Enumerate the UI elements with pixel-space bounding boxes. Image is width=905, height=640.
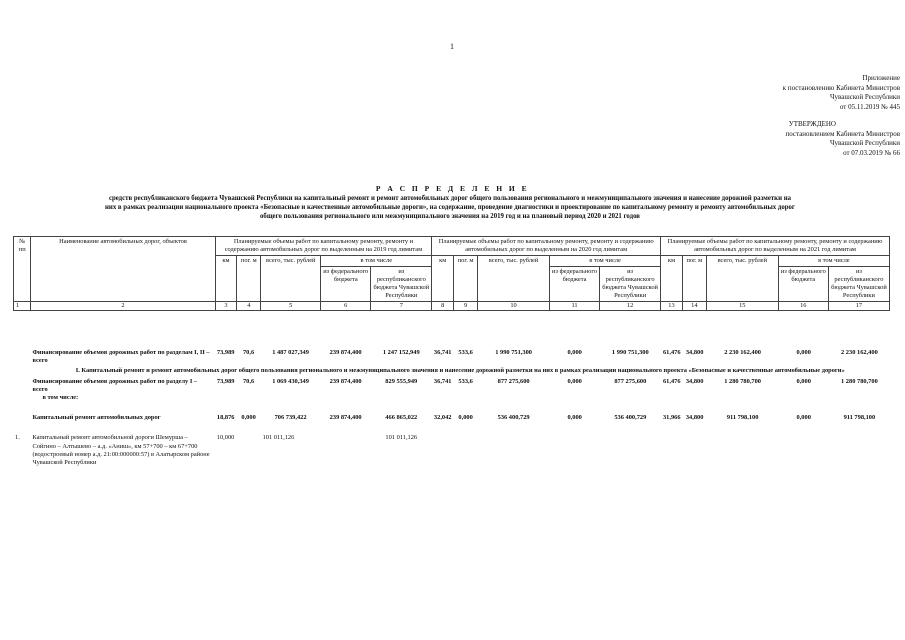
row-name: Финансирование объемов дорожных работ по разделам I, II – всего: [32, 349, 210, 365]
header-group-2020: Планируемые объемы работ по капитальному ремонту, ремонту и содержанию автомобильных дорог по выделенным на 2020 год лимитам: [432, 237, 661, 256]
cell: 34,800: [685, 377, 704, 385]
subtitle-line: них в рамках реализации национального проекта «Безопасные и качественные автомобильные дороги», на содержание, проведение диагностики и проектирование по капитальному ремонту и ремонту автомобильных дорог: [104, 204, 795, 211]
column-number: 17: [828, 302, 889, 311]
appendix-line: к постановлению Кабинета Министров: [782, 83, 900, 92]
cell: 533,6: [458, 349, 473, 356]
cell: 0,000: [241, 414, 256, 422]
header-rep: из республиканского бюджета Чувашской Республики: [600, 267, 661, 302]
cell: 1 990 751,300: [495, 349, 532, 356]
header-incl: в том числе: [549, 256, 660, 267]
row-name: Капитальный ремонт автомобильных дорог: [32, 414, 161, 422]
appendix-line: от 05.11.2019 № 445: [839, 102, 900, 111]
header-no: № пп: [14, 237, 31, 302]
column-number: 11: [549, 302, 599, 311]
header-pogm: пог. м: [454, 256, 478, 302]
cell: 10,000: [216, 434, 235, 442]
cell: 1 069 430,349: [272, 377, 309, 385]
row-name: Финансирование объемов дорожных работ по разделу I – всего: [32, 377, 198, 393]
cell: 1 247 152,949: [382, 349, 420, 356]
header-incl: в том числе: [778, 256, 889, 267]
header-fed: из федерального бюджета: [778, 267, 828, 302]
cell: 0,000: [567, 414, 582, 422]
table-row-section-total: [13, 377, 890, 404]
approved-label: УТВЕРЖДЕНО: [788, 120, 836, 128]
appendix-block: [700, 74, 900, 158]
data-table: [13, 348, 890, 468]
cell: 2 230 162,400: [724, 349, 761, 356]
table-row-capital: [13, 413, 890, 423]
header-km: км: [432, 256, 454, 302]
cell: 877 275,600: [614, 377, 647, 385]
column-number: 7: [371, 302, 432, 311]
cell: 877 275,600: [497, 377, 530, 385]
header-name: Наименование автомобильных дорог, объектов: [31, 237, 215, 302]
cell: 101 011,126: [262, 434, 295, 442]
appendix-line: Приложение: [862, 74, 900, 82]
cell: 61,476: [662, 377, 681, 385]
row-name: Капитальный ремонт автомобильной дороги Шемурша – Сойгино – Алтышево – а.д. «Аниш», км 57+700 – км 67+700 (водостроевый номер а.д. 21:00:000000:57) в Алатырском районе Чувашской Республики: [32, 434, 210, 467]
cell: 536 400,729: [497, 414, 530, 422]
cell: 0,000: [796, 377, 811, 385]
cell: 0,000: [567, 377, 582, 385]
column-number: 4: [237, 302, 261, 311]
header-fed: из федерального бюджета: [549, 267, 599, 302]
approved-line: постановлением Кабинета Министров: [785, 129, 900, 138]
header-km: км: [661, 256, 683, 302]
cell: 239 874,400: [329, 414, 362, 422]
cell: 36,741: [433, 349, 452, 356]
cell: 32,042: [433, 414, 452, 422]
column-number: 12: [600, 302, 661, 311]
column-number: 13: [661, 302, 683, 311]
cell: 73,989: [216, 377, 235, 385]
cell: 2 230 162,400: [841, 349, 878, 356]
column-number: 3: [215, 302, 237, 311]
cell: 61,476: [662, 349, 681, 356]
cell: 0,000: [796, 349, 811, 356]
cell: 0,000: [567, 349, 582, 356]
header-pogm: пог. м: [237, 256, 261, 302]
subtitle-line: общего пользования регионального или межмуниципального значения на 2019 год и на плановый период 2020 и 2021 годов: [260, 213, 640, 220]
table-row-item: [13, 433, 890, 468]
column-number: 1: [14, 302, 31, 311]
header-rep: из республиканского бюджета Чувашской Республики: [828, 267, 889, 302]
column-number: 2: [31, 302, 215, 311]
cell: 34,800: [685, 414, 704, 422]
cell: 466 865,022: [385, 414, 418, 422]
cell: 0,000: [458, 414, 473, 422]
cell: 70,6: [242, 377, 255, 385]
cell: 533,6: [458, 377, 473, 385]
subtitle-line: средств республиканского бюджета Чувашской Республики на капитальный ремонт и ремонт автомобильных дорог общего пользования регионального и межмуниципального значения и нанесение дорожной разметки на: [108, 195, 792, 202]
header-group-2019: Планируемые объемы работ по капитальному ремонту, ремонту и содержанию автомобильных дорог по выделенным на 2019 год лимитам: [215, 237, 432, 256]
header-total: всего, тыс. рублей: [478, 256, 550, 302]
appendix-line: Чувашской Республики: [829, 93, 900, 101]
cell: 34,800: [685, 349, 704, 356]
cell: 536 400,729: [614, 414, 647, 422]
cell: 239 874,400: [329, 377, 362, 385]
row-incl-label: в том числе:: [42, 394, 79, 402]
row-number: 1.: [15, 434, 20, 442]
cell: 101 011,126: [385, 434, 418, 442]
column-number: 9: [454, 302, 478, 311]
header-table: [13, 236, 890, 311]
section-title: I. Капитальный ремонт и ремонт автомобильных дорог общего пользования регионального и межмуниципального значения и нанесение дорожной разметки на них в рамках реализации национального проекта «Безопасные и качественные автомобильные дороги»: [75, 367, 845, 375]
header-fed: из федерального бюджета: [321, 267, 371, 302]
cell: 31,966: [662, 414, 681, 422]
cell: 829 555,949: [385, 377, 418, 385]
cell: 0,000: [796, 414, 811, 422]
cell: 1 990 751,300: [611, 349, 649, 356]
cell: 70,6: [242, 349, 255, 356]
header-rep: из республиканского бюджета Чувашской Республики: [371, 267, 432, 302]
column-number: 8: [432, 302, 454, 311]
approved-line: от 07.03.2019 № 66: [843, 148, 900, 157]
cell: 911 798,100: [843, 414, 876, 422]
header-km: км: [215, 256, 237, 302]
header-group-2021: Планируемые объемы работ по капитальному ремонту, ремонту и содержанию автомобильных дорог по выделенным на 2021 год лимитам: [661, 237, 890, 256]
column-number: 5: [261, 302, 321, 311]
document-subtitle: [12, 194, 888, 221]
header-total: всего, тыс. рублей: [706, 256, 778, 302]
cell: 1 280 780,700: [724, 377, 761, 385]
cell: 706 739,422: [274, 414, 307, 422]
header-total: всего, тыс. рублей: [261, 256, 321, 302]
approved-line: Чувашской Республики: [829, 139, 900, 147]
column-number: 14: [682, 302, 706, 311]
cell: 911 798,100: [726, 414, 759, 422]
column-number: 6: [321, 302, 371, 311]
cell: 1 280 780,700: [841, 377, 878, 385]
cell: 36,741: [433, 377, 452, 385]
column-number: 16: [778, 302, 828, 311]
column-number: 10: [478, 302, 550, 311]
table-row-total: [13, 348, 890, 366]
section-heading-row: [13, 366, 890, 376]
header-pogm: пог. м: [682, 256, 706, 302]
document-title: Р А С П Р Е Д Е Л Е Н И Е: [375, 184, 530, 193]
header-incl: в том числе: [321, 256, 432, 267]
cell: 18,876: [216, 414, 235, 422]
cell: 239 874,400: [329, 349, 362, 356]
cell: 1 487 027,349: [272, 349, 309, 356]
page-number: 1: [450, 42, 454, 51]
column-number: 15: [706, 302, 778, 311]
cell: 73,989: [216, 349, 235, 356]
